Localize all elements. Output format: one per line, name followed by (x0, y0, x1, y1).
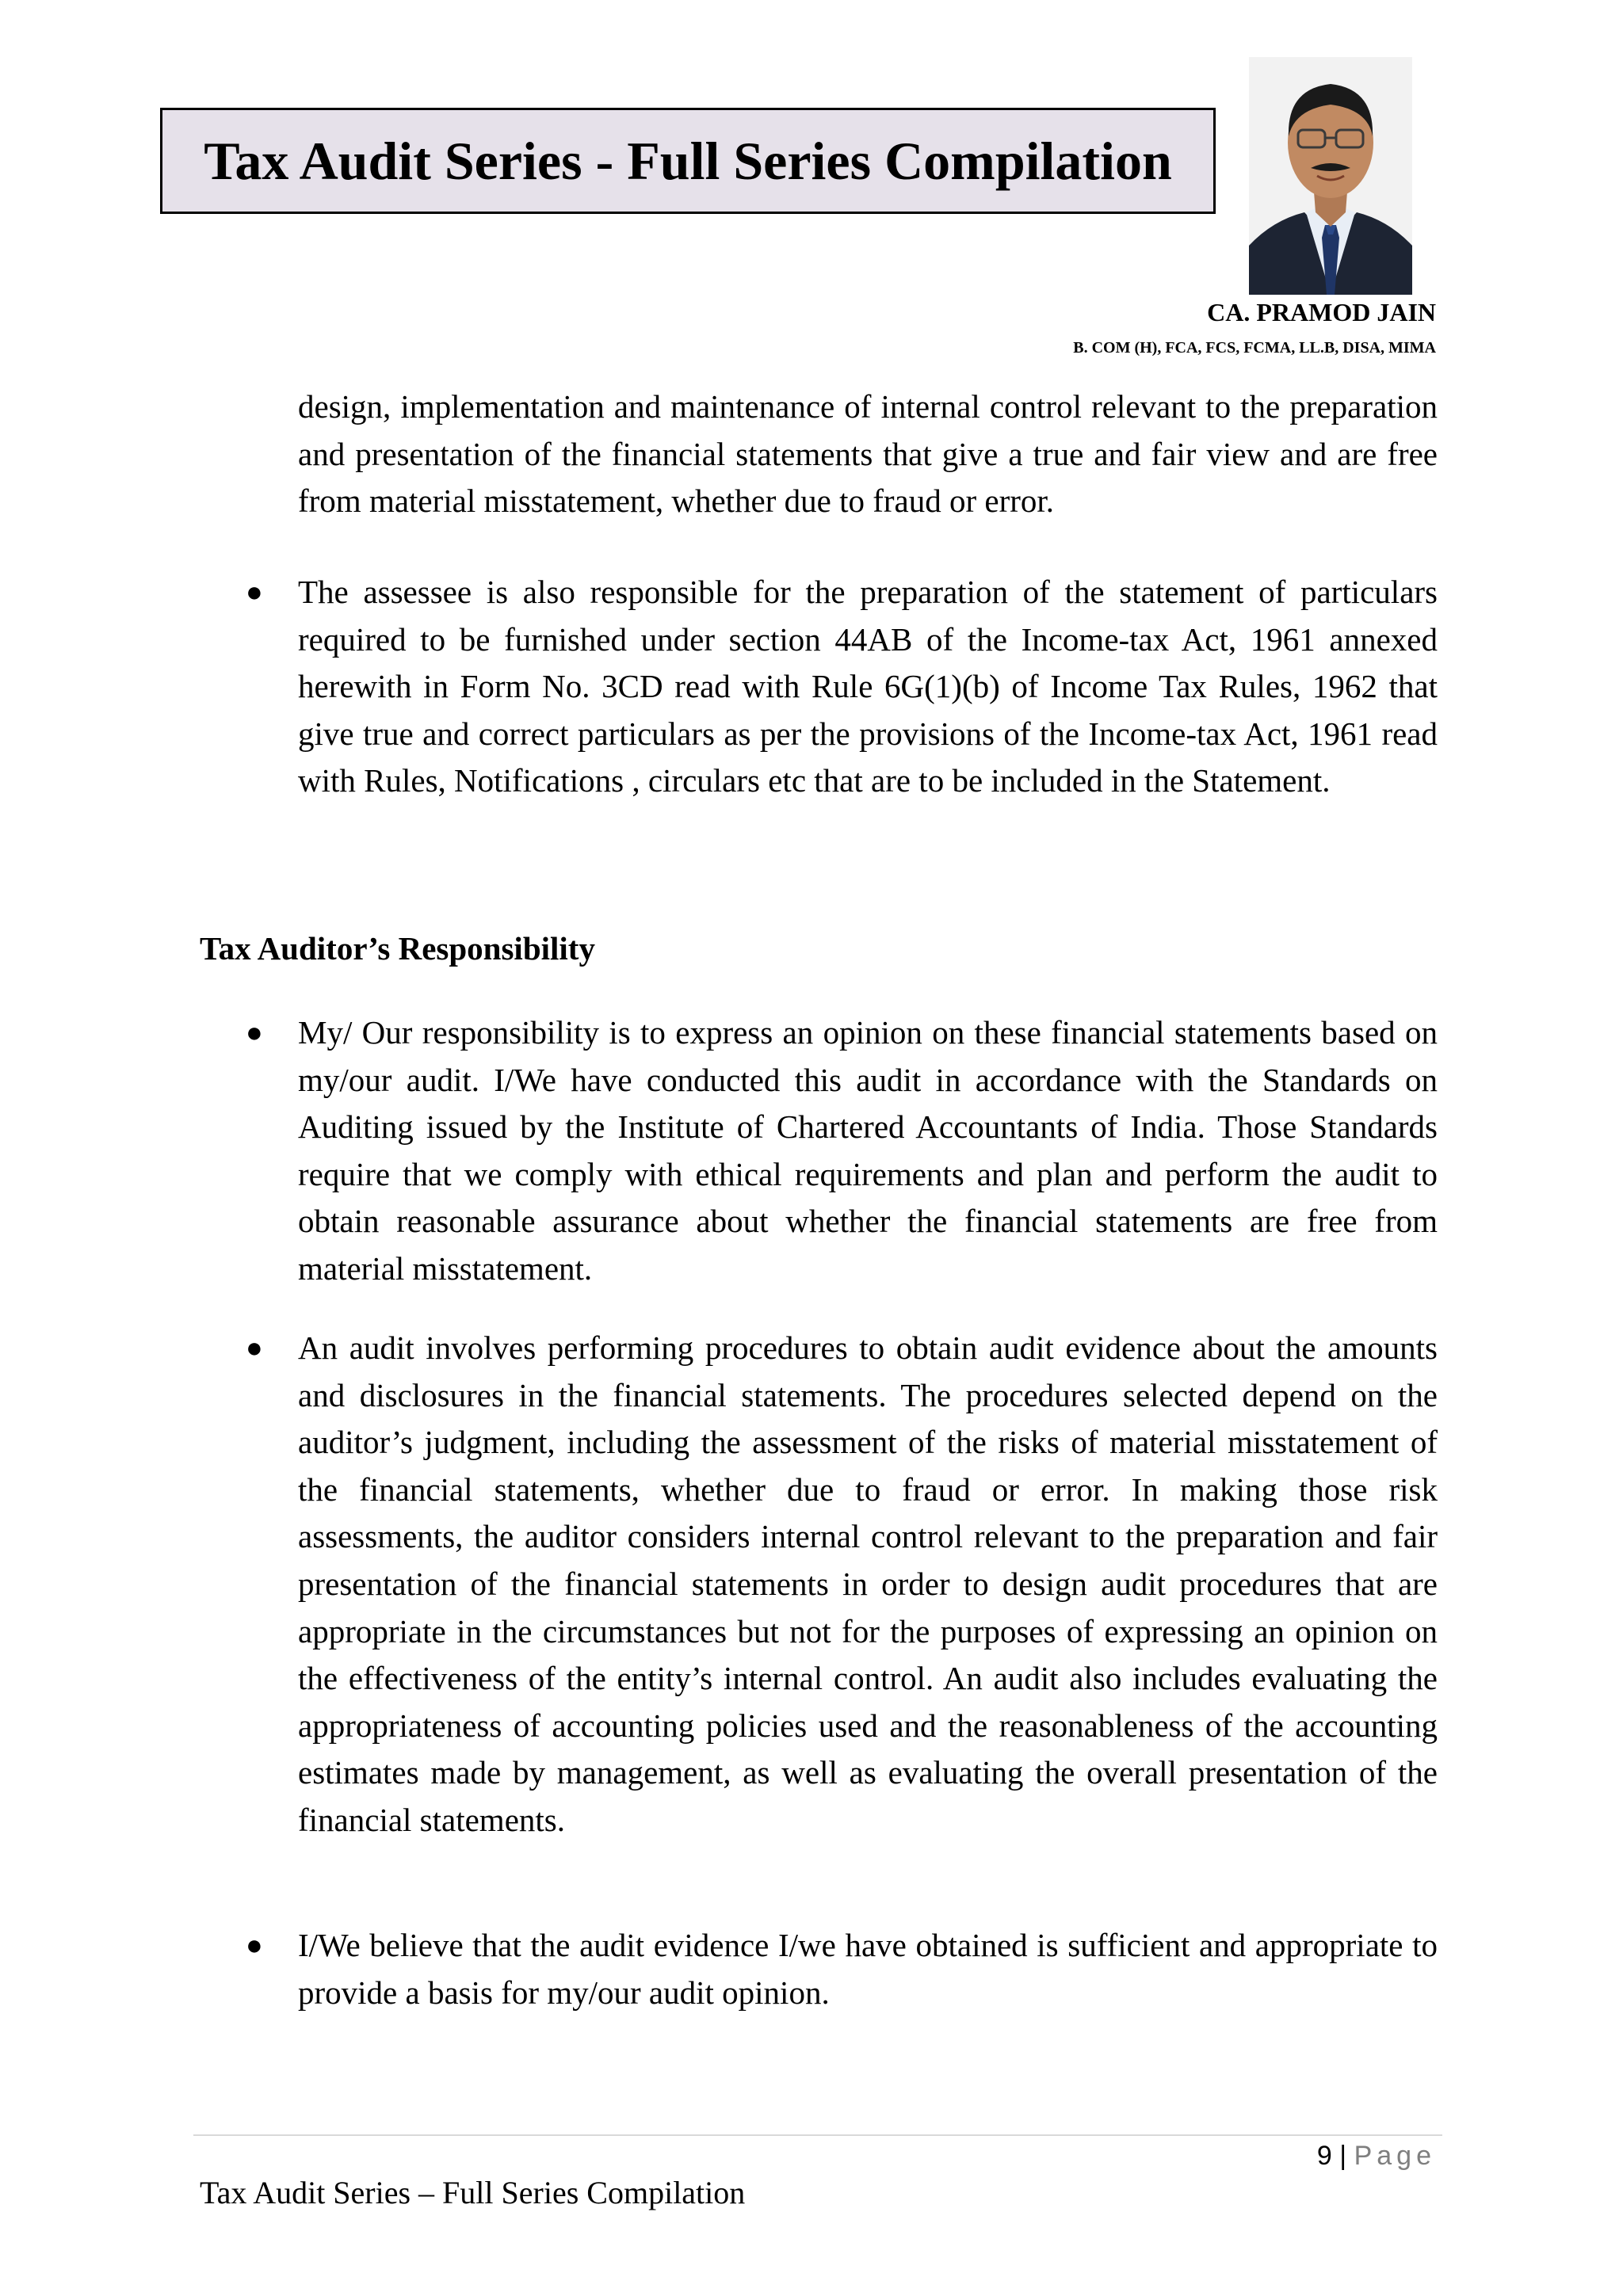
author-photo-icon (1249, 57, 1412, 295)
footer-divider (193, 2134, 1442, 2136)
assessee-responsibility-paragraph: The assessee is also responsible for the preparation of the statement of particulars required to be furnished under section 44AB of the Income-tax Act, 1961 annexed herewith in Form No. 3CD read with Rule 6G(1)(b) of Income Tax Rules, 1962 that give true and correct particulars as per the provisions of the Income-tax Act, 1961 read with Rules, Notifications , circulars etc that are to be included in the Statement. (298, 574, 1438, 799)
bullet-icon: ● (246, 1929, 263, 1961)
author-name: CA. PRAMOD JAIN (1207, 298, 1436, 326)
header-title-box (160, 108, 1216, 214)
header-title: Tax Audit Series - Full Series Compilation (204, 130, 1172, 191)
footer-compilation-title: Tax Audit Series – Full Series Compilation (200, 2175, 746, 2210)
page-number-value: 9 (1316, 2141, 1332, 2171)
bullet-icon: ● (246, 576, 263, 608)
section-heading: Tax Auditor’s Responsibility (200, 930, 595, 967)
audit-evidence-paragraph: I/We believe that the audit evidence I/we have obtained is sufficient and appropriate to provide a basis for my/our audit opinion. (298, 1927, 1438, 2011)
author-photo (1249, 57, 1412, 295)
page-number (1317, 2141, 1436, 2172)
page-number-separator: | (1339, 2141, 1347, 2171)
bullet-icon: ● (246, 1332, 263, 1363)
page-label: Page (1354, 2141, 1436, 2171)
auditor-responsibility-paragraph: My/ Our responsibility is to express an opinion on these financial statements based on my/our audit. I/We have conducted this audit in accordance with the Standards on Auditing issued by the Institute of Chartered Accountants of India. Those Standards require that we comply with ethical requirements and plan and perform the audit to obtain reasonable assurance about whether the financial statements are free from material misstatement. (298, 1014, 1438, 1287)
continuation-paragraph: design, implementation and maintenance of internal control relevant to the preparation and presentation of the financial statements that give a true and fair view and are free from material misstatement, whether due to fraud or error. (298, 388, 1438, 520)
bullet-icon: ● (246, 1016, 263, 1048)
audit-procedures-paragraph: An audit involves performing procedures to obtain audit evidence about the amounts and disclosures in the financial statements. The procedures selected depend on the auditor’s judgment, including the assessment of the risks of material misstatement of the financial statements, whether due to fraud or error. In making those risk assessments, the auditor considers internal control relevant to the preparation and fair presentation of the financial statements in order to design audit procedures that are appropriate in the circumstances but not for the purposes of expressing an opinion on the effectiveness of the entity’s internal control. An audit also includes evaluating the appropriateness of accounting policies used and the reasonableness of the accounting estimates made by management, as well as evaluating the overall presentation of the financial statements. (298, 1329, 1438, 1838)
author-qualifications: B. COM (H), FCA, FCS, FCMA, LL.B, DISA, MIMA (1073, 339, 1436, 357)
